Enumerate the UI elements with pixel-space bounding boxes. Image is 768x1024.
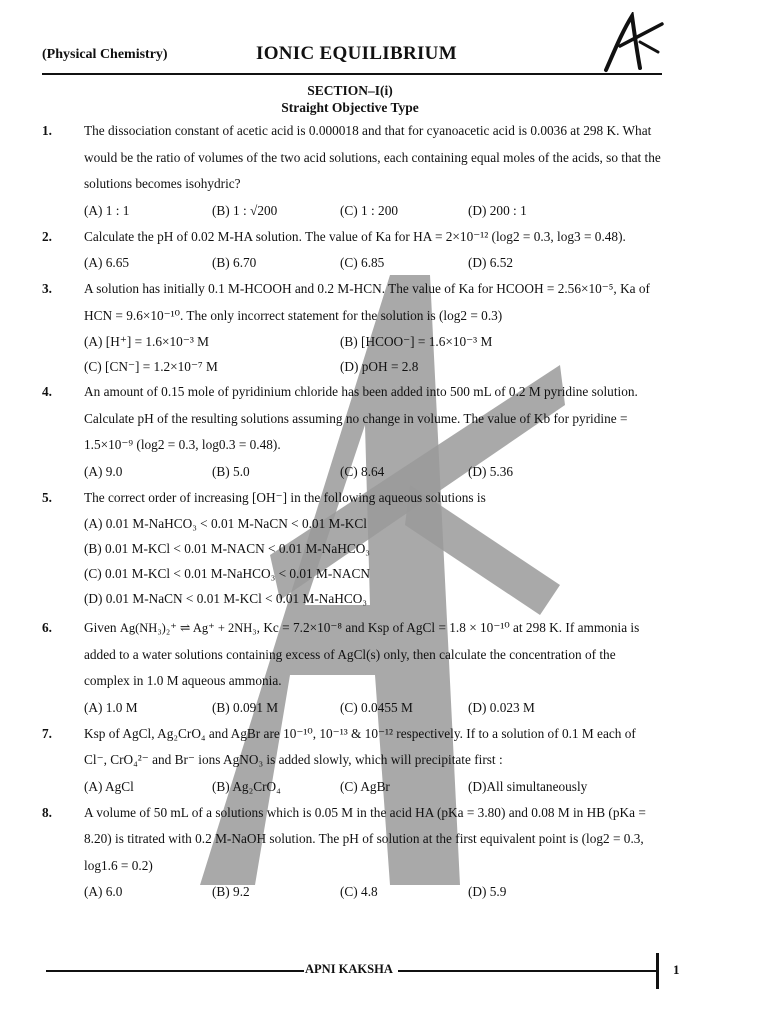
question-2 <box>42 224 662 277</box>
question-text: A volume of 50 mL of a solutions which is 0.05 M in the acid HA (pKa = 3.80) and 0.08 M in HB (pKa = 8.20) is titrated with 0.2 M-NaOH solution. The pH of solution at the first equivalent point is (log2 = 0.3, log1.6 = 0.2) <box>84 804 646 873</box>
option-b[interactable]: (B) 6.70 <box>212 255 257 270</box>
option-a[interactable]: (A) 6.65 <box>84 255 130 270</box>
option-c[interactable]: (C) 8.64 <box>340 463 385 479</box>
question-5 <box>42 485 662 612</box>
question-text: The dissociation constant of acetic acid is 0.000018 and that for cyanoacetic acid is 0.0036 at 298 K. What would be the ratio of volumes of the two acid solutions, each containing equal moles of the acids, so that the solutions becomes isohydric? <box>84 123 661 191</box>
option-row <box>84 250 662 276</box>
question-number: 1. <box>42 123 52 138</box>
option-b[interactable]: (B) 0.091 M <box>212 699 279 715</box>
option-c[interactable]: (C) 0.0455 M <box>340 699 413 715</box>
question-text: Ksp of AgCl, Ag₂CrO₄ and AgBr are 10⁻¹⁰, 10⁻¹³ & 10⁻¹² respectively. If to a solution of 0.1 M each of Cl⁻, CrO₄²⁻ and Br⁻ ions AgNO₃ is added slowly, which will precipitate first : <box>84 725 636 767</box>
question-number: 2. <box>42 228 52 244</box>
question-3 <box>42 276 662 379</box>
question-text-post: , Kc = 7.2×10⁻⁸ and Ksp of AgCl = 1.8 × 10⁻¹⁰ at 298 K. If ammonia is added to a water solutions containing excess of AgCl(s) only, then calculate the concentration of the complex in 1.0 M aqueous ammonia. <box>84 620 640 688</box>
option-c[interactable]: (C) [CN⁻] = 1.2×10⁻⁷ M <box>84 359 218 374</box>
option-c[interactable]: (C) 4.8 <box>340 884 378 899</box>
footer-rule-left <box>46 970 304 972</box>
option-b[interactable]: (B) Ag₂CrO₄ <box>212 778 281 794</box>
footer-divider <box>656 953 659 989</box>
section-heading <box>0 82 700 116</box>
option-d[interactable]: (D) 0.023 M <box>468 699 535 715</box>
question-list <box>42 118 662 905</box>
brand-logo-icon <box>600 12 664 74</box>
question-number: 3. <box>42 281 52 296</box>
question-number: 8. <box>42 804 52 820</box>
question-number: 6. <box>42 620 52 635</box>
option-a[interactable]: (A) 6.0 <box>84 884 123 899</box>
option-c[interactable]: (C) 6.85 <box>340 255 385 270</box>
option-a[interactable]: (A) 1.0 M <box>84 699 138 715</box>
subject-label: (Physical Chemistry) <box>42 47 168 62</box>
option-c[interactable]: (C) 0.01 M-KCl < 0.01 M-NaHCO₃ < 0.01 M-NACN <box>84 566 370 581</box>
question-number: 5. <box>42 489 52 505</box>
chapter-title: IONIC EQUILIBRIUM <box>256 43 457 64</box>
option-b[interactable]: (B) 9.2 <box>212 884 250 899</box>
option-a[interactable]: (A) 0.01 M-NaHCO₃ < 0.01 M-NaCN < 0.01 M-KCl <box>84 516 367 531</box>
question-text: The correct order of increasing [OH⁻] in the following aqueous solutions is <box>84 489 486 505</box>
question-text: A solution has initially 0.1 M-HCOOH and 0.2 M-HCN. The value of Ka for HCOOH = 2.56×10⁻⁵, Ka of HCN = 9.6×10⁻¹⁰. The only incorrect statement for the solution is (log2 = 0.3) <box>84 281 650 323</box>
question-number: 7. <box>42 725 52 741</box>
option-row <box>84 695 662 721</box>
option-row <box>84 198 662 224</box>
option-row <box>84 459 662 485</box>
question-6 <box>42 615 662 721</box>
option-b[interactable]: (B) 1 : √200 <box>212 202 278 218</box>
option-grid <box>84 329 662 379</box>
option-a[interactable]: (A) 9.0 <box>84 463 123 479</box>
equilibrium-equation: Ag(NH₃)₂⁺ ⇌ Ag⁺ + 2NH₃ <box>119 621 257 635</box>
page-number: 1 <box>673 962 680 977</box>
section-subtitle: Straight Objective Type <box>281 100 419 115</box>
question-number: 4. <box>42 384 52 399</box>
question-text-pre: Given <box>84 620 117 635</box>
option-a[interactable]: (A) AgCl <box>84 778 134 794</box>
option-b[interactable]: (B) 5.0 <box>212 463 250 479</box>
footer-brand: APNI KAKSHA <box>305 962 393 976</box>
option-d[interactable]: (D) pOH = 2.8 <box>340 359 419 374</box>
option-d[interactable]: (D)All simultaneously <box>468 778 588 794</box>
question-7 <box>42 721 662 800</box>
question-4 <box>42 379 662 485</box>
option-d[interactable]: (D) 200 : 1 <box>468 202 527 218</box>
option-c[interactable]: (C) 1 : 200 <box>340 202 398 218</box>
option-d[interactable]: (D) 6.52 <box>468 255 514 270</box>
option-b[interactable]: (B) [HCOO⁻] = 1.6×10⁻³ M <box>340 334 493 349</box>
section-title: SECTION–I(i) <box>307 83 393 98</box>
option-d[interactable]: (D) 5.9 <box>468 884 507 899</box>
option-a[interactable]: (A) 1 : 1 <box>84 202 130 218</box>
option-a[interactable]: (A) [H⁺] = 1.6×10⁻³ M <box>84 334 209 349</box>
option-row <box>84 774 662 800</box>
header-rule <box>42 73 662 75</box>
question-text: An amount of 0.15 mole of pyridinium chloride has been added into 500 mL of 0.2 M pyridine solution. Calculate pH of the resulting solutions assuming no change in volume. The value of Kb for pyridine = 1.5×10⁻⁹ (log2 = 0.3, log0.3 = 0.48). <box>84 384 638 452</box>
question-text: Calculate the pH of 0.02 M-HA solution. The value of Ka for HA = 2×10⁻¹² (log2 = 0.3, log3 = 0.48). <box>84 228 626 244</box>
question-1 <box>42 118 662 224</box>
question-8 <box>42 800 662 906</box>
option-d[interactable]: (D) 0.01 M-NaCN < 0.01 M-KCl < 0.01 M-NaHCO₃ <box>84 591 367 606</box>
option-c[interactable]: (C) AgBr <box>340 778 390 794</box>
option-d[interactable]: (D) 5.36 <box>468 463 514 479</box>
option-b[interactable]: (B) 0.01 M-KCl < 0.01 M-NACN < 0.01 M-NaHCO₃ <box>84 541 370 556</box>
option-row <box>84 879 662 905</box>
footer-rule-right <box>398 970 656 972</box>
